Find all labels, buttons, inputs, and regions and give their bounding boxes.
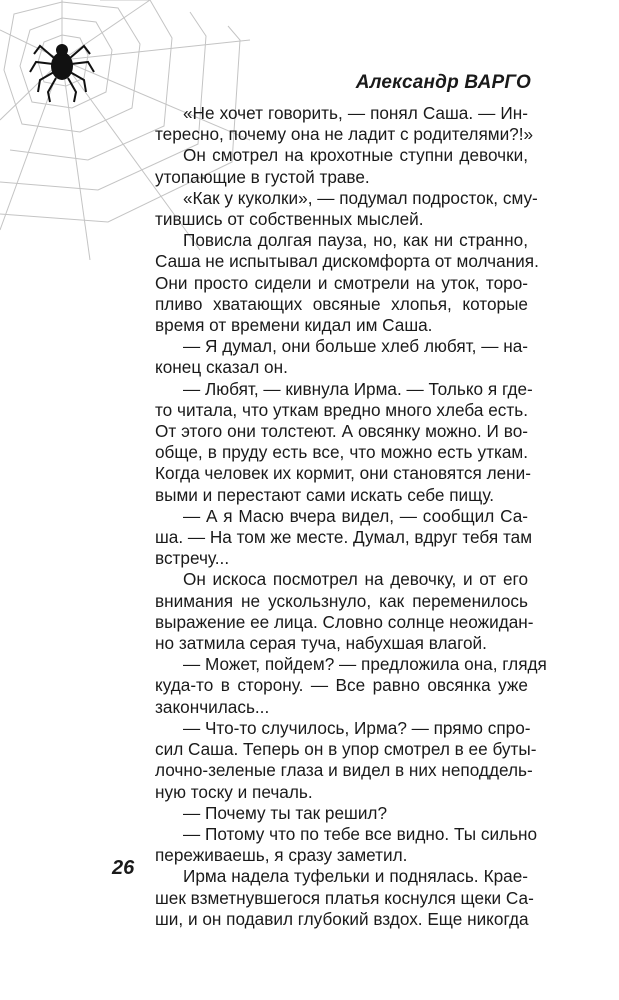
- paragraph: [155, 103, 534, 145]
- text-line: Они просто сидели и смотрели на уток, торо-: [155, 272, 528, 293]
- text-line: закончилась...: [155, 696, 270, 717]
- text-line: обще, в пруду есть все, что можно есть уткам.: [155, 442, 528, 463]
- paragraph: [155, 569, 534, 654]
- text-line: Ирма надела туфельки и поднялась. Крае-: [183, 866, 528, 887]
- text-line: пливо хватающих овсяные хлопья, которые: [155, 293, 528, 314]
- paragraph: [155, 505, 533, 570]
- paragraph: [155, 803, 528, 824]
- text-line: «Как у куколки», — подумал подросток, сму-: [183, 187, 538, 208]
- paragraph: [155, 654, 547, 718]
- text-line: Саша не испытывал дискомфорта от молчания.: [155, 251, 539, 272]
- text-line: переживаешь, я сразу заметил.: [155, 845, 408, 866]
- text-line: шек взметнувшегося платья коснулся щеки Са-: [155, 887, 534, 908]
- text-line: ша. — На том же месте. Думал, вдруг тебя там: [155, 527, 533, 548]
- text-line: выражение ее лица. Словно солнце неожидан-: [155, 611, 534, 632]
- paragraph: [155, 823, 538, 866]
- text-line: внимания не ускользнуло, как переменилось: [155, 590, 528, 611]
- text-line: тившись от собственных мыслей.: [155, 209, 424, 230]
- text-line: выми и перестают сами искать себе пищу.: [155, 484, 495, 505]
- text-line: — Почему ты так решил?: [183, 802, 388, 823]
- text-line: сил Саша. Теперь он в упор смотрел в ее буты-: [155, 739, 537, 760]
- text-line: куда-то в сторону. — Все равно овсянка уже: [155, 675, 528, 696]
- text-line: тересно, почему она не ладит с родителями?!»: [155, 124, 534, 145]
- text-line: Он искоса посмотрел на девочку, и от его: [183, 569, 528, 590]
- text-line: — Любят, — кивнула Ирма. — Только я где-: [183, 378, 533, 399]
- text-line: — Я думал, они больше хлеб любят, — на-: [183, 336, 528, 357]
- text-line: но затмила серая туча, набухшая влагой.: [155, 633, 487, 654]
- text-line: Повисла долгая пауза, но, как ни странно,: [183, 230, 528, 251]
- text-line: «Не хочет говорить, — понял Саша. — Ин-: [183, 103, 528, 123]
- text-line: ную тоску и печаль.: [155, 781, 313, 802]
- text-line: — Что-то случилось, Ирма? — прямо спро-: [183, 717, 531, 738]
- paragraph: [155, 717, 537, 803]
- running-header-author: Александр ВАРГО: [355, 72, 531, 93]
- text-line: встречу...: [155, 548, 230, 569]
- text-line: ши, и он подавил глубокий вздох. Еще никогда: [155, 908, 529, 929]
- paragraph: [155, 378, 533, 506]
- text-line: утопающие в густой траве.: [155, 166, 370, 187]
- text-line: время от времени кидал им Саша.: [155, 315, 433, 336]
- text-line: — Потому что по тебе все видно. Ты сильно: [183, 823, 538, 844]
- paragraph: [155, 866, 534, 930]
- text-line: — А я Масю вчера видел, — сообщил Са-: [183, 505, 528, 526]
- body-text: [155, 103, 547, 930]
- paragraph: [155, 336, 528, 378]
- text-line: Он смотрел на крохотные ступни девочки,: [183, 145, 528, 166]
- text-line: От этого они толстеют. А овсянку можно. И во-: [155, 421, 528, 442]
- paragraph: [155, 187, 538, 230]
- text-line: конец сказал он.: [155, 357, 288, 378]
- text-line: лочно-зеленые глаза и видел в них неподдель-: [155, 760, 533, 781]
- text-line: то читала, что уткам вредно много хлеба есть.: [155, 399, 528, 420]
- paragraph: [155, 145, 528, 187]
- paragraph: [155, 230, 539, 336]
- text-line: Когда человек их кормит, они становятся лени-: [155, 463, 531, 484]
- text-line: — Может, пойдем? — предложила она, глядя: [183, 654, 547, 675]
- page-number: 26: [112, 857, 135, 879]
